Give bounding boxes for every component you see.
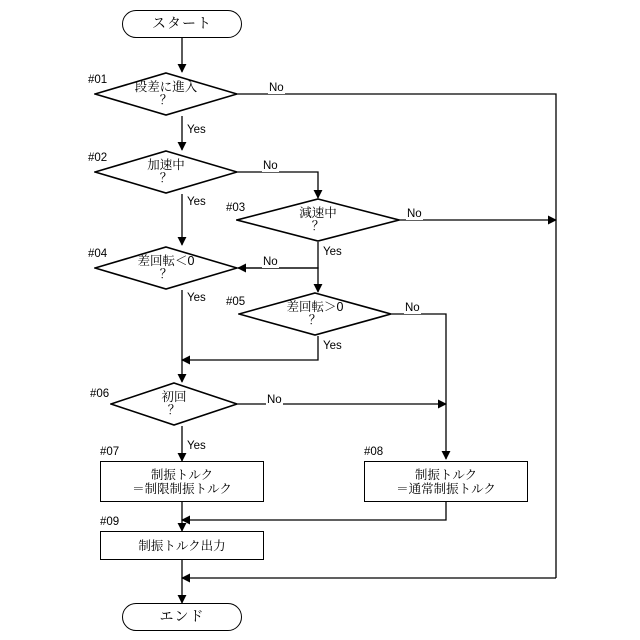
edge-label-06-no: No — [267, 394, 282, 406]
edge-label-04-yes: Yes — [187, 292, 206, 304]
node-decision-04 — [94, 246, 238, 290]
edge-label-03-no: No — [407, 208, 422, 220]
edge-label-05-yes: Yes — [323, 340, 342, 352]
edge-label-02-yes: Yes — [187, 196, 206, 208]
node-process-07-label: 制振トルク ＝制限制振トルク — [132, 467, 232, 496]
node-decision-01 — [94, 72, 238, 116]
tag-09: #09 — [100, 516, 120, 528]
node-process-07 — [100, 461, 264, 502]
tag-06: #06 — [90, 388, 110, 400]
edge-label-02-no: No — [263, 160, 278, 172]
edge-label-01-no: No — [269, 82, 284, 94]
node-process-08-label: 制振トルク ＝通常制振トルク — [396, 467, 496, 496]
node-decision-06-label: 初回 ？ — [161, 389, 187, 417]
node-decision-05 — [238, 292, 392, 336]
edge-label-03-yes: Yes — [323, 246, 342, 258]
tag-03: #03 — [226, 202, 246, 214]
node-process-09-label: 制振トルク出力 — [138, 538, 226, 553]
edge-label-05-no: No — [405, 302, 420, 314]
tag-05: #05 — [226, 296, 246, 308]
node-decision-02-label: 加速中 ？ — [147, 157, 185, 185]
tag-08: #08 — [364, 446, 384, 458]
edge-label-06-yes: Yes — [187, 440, 206, 452]
node-end-label: エンド — [159, 608, 205, 625]
tag-04: #04 — [88, 248, 108, 260]
edge-label-01-yes: Yes — [187, 124, 206, 136]
node-start-label: スタート — [152, 15, 212, 32]
node-process-09 — [100, 531, 264, 560]
edge-label-04-no: No — [263, 256, 278, 268]
tag-01: #01 — [88, 74, 108, 86]
tag-02: #02 — [88, 152, 108, 164]
node-decision-01-label: 段差に進入 ？ — [134, 79, 198, 107]
node-end — [122, 603, 242, 631]
tag-07: #07 — [100, 446, 120, 458]
node-decision-05-label: 差回転＞0 ？ — [286, 299, 344, 327]
node-decision-03 — [236, 198, 400, 242]
node-process-08 — [364, 461, 528, 502]
node-decision-02 — [94, 150, 238, 194]
node-decision-04-label: 差回転＜0 ？ — [137, 253, 195, 281]
node-decision-03-label: 減速中 ？ — [299, 205, 337, 233]
node-start — [122, 10, 242, 38]
node-decision-06 — [110, 382, 238, 426]
